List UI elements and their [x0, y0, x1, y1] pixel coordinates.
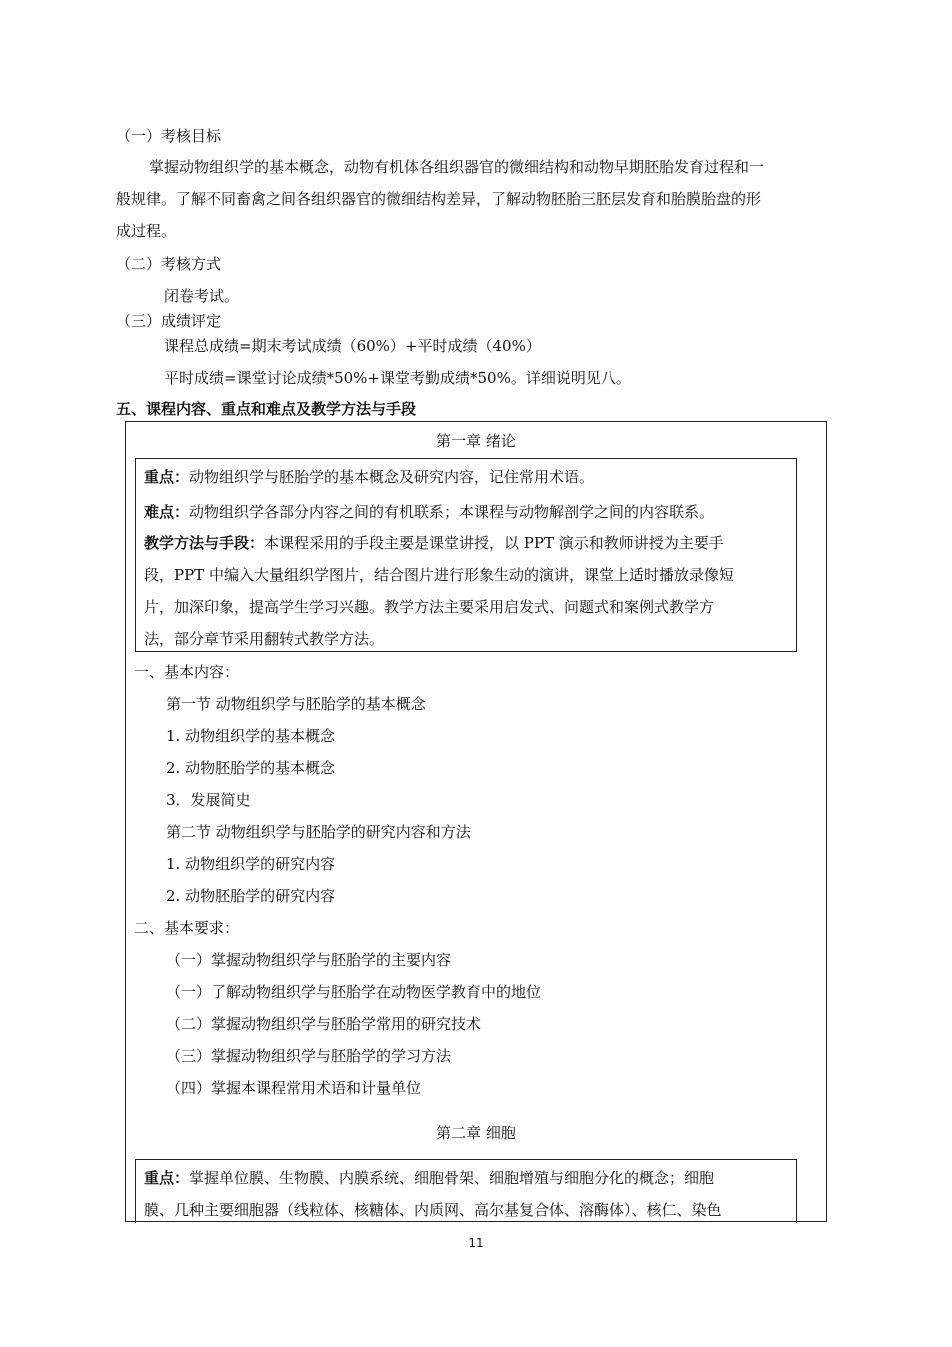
requirement-item: （三）掌握动物组织学与胚胎学的学习方法: [166, 1047, 452, 1065]
difficulty-label: 难点：: [144, 503, 190, 521]
section-title: 五、课程内容、重点和难点及教学方法与手段: [116, 400, 417, 418]
grading-line: 平时成绩=课堂讨论成绩*50%+课堂考勤成绩*50%。详细说明见八。: [164, 369, 631, 387]
list-item: 2. 动物胚胎学的基本概念: [166, 759, 336, 777]
key-label: 重点：: [144, 468, 190, 486]
goal-line: 成过程。: [116, 222, 177, 240]
requirement-item: （一）了解动物组织学与胚胎学在动物医学教育中的地位: [166, 983, 542, 1001]
requirements-heading: 二、基本要求：: [134, 919, 240, 937]
requirement-item: （二）掌握动物组织学与胚胎学常用的研究技术: [166, 1015, 482, 1033]
goal-line: 掌握动物组织学的基本概念，动物有机体各组织器官的微细结构和动物早期胚胎发育过程和一: [149, 158, 765, 176]
difficulty-text: 动物组织学各部分内容之间的有机联系；本课程与动物解剖学之间的内容联系。: [189, 503, 715, 521]
methods-label: 教学方法与手段：: [144, 534, 265, 552]
requirement-item: （一）掌握动物组织学与胚胎学的主要内容: [166, 951, 452, 969]
key-text: 动物组织学与胚胎学的基本概念及研究内容，记住常用术语。: [189, 468, 595, 486]
key-point-line: 膜、几种主要细胞器（线粒体、核糖体、内质网、高尔基复合体、溶酶体）、核仁、染色: [144, 1201, 722, 1219]
method-heading: （二）考核方式: [116, 255, 222, 273]
difficulty-line: [144, 502, 714, 522]
grading-line: 课程总成绩=期末考试成绩（60%）+平时成绩（40%）: [164, 337, 541, 355]
chapter-title: 第一章 绪论: [436, 432, 516, 450]
methods-line: 段，PPT 中编入大量组织学图片，结合图片进行形象生动的演讲，课堂上适时播放录像短: [144, 566, 734, 584]
methods-text: 本课程采用的手段主要是课堂讲授，以 PPT 演示和教师讲授为主要手: [264, 534, 724, 552]
goal-line: 般规律。了解不同畜禽之间各组织器官的微细结构差异，了解动物胚胎三胚层发育和胎膜胎盘的形: [116, 190, 762, 208]
key-point-line: [144, 1168, 714, 1188]
requirement-item: （四）掌握本课程常用术语和计量单位: [166, 1079, 422, 1097]
list-item: 1. 动物组织学的研究内容: [166, 855, 336, 873]
list-item: 2. 动物胚胎学的研究内容: [166, 887, 336, 905]
list-item: 1. 动物组织学的基本概念: [166, 727, 336, 745]
list-item: 3．发展简史: [166, 791, 251, 809]
method-text: 闭卷考试。: [164, 287, 240, 305]
key-text: 掌握单位膜、生物膜、内膜系统、细胞骨架、细胞增殖与细胞分化的概念；细胞: [189, 1169, 715, 1187]
key-label: 重点：: [144, 1169, 190, 1187]
grading-heading: （三）成绩评定: [116, 312, 222, 330]
methods-line: 片，加深印象，提高学生学习兴趣。教学方法主要采用启发式、问题式和案例式教学方: [144, 598, 715, 616]
goal-heading: （一）考核目标: [116, 127, 222, 145]
key-points-box: [135, 458, 797, 652]
section-heading: 第二节 动物组织学与胚胎学的研究内容和方法: [166, 823, 471, 841]
section-heading: 第一节 动物组织学与胚胎学的基本概念: [166, 695, 426, 713]
page-number: 11: [468, 1236, 484, 1250]
basic-content-heading: 一、基本内容：: [134, 663, 240, 681]
chapter-title: 第二章 细胞: [436, 1124, 516, 1142]
key-point-line: [144, 467, 594, 487]
methods-line: 法，部分章节采用翻转式教学方法。: [144, 630, 385, 648]
methods-line: [144, 533, 724, 553]
